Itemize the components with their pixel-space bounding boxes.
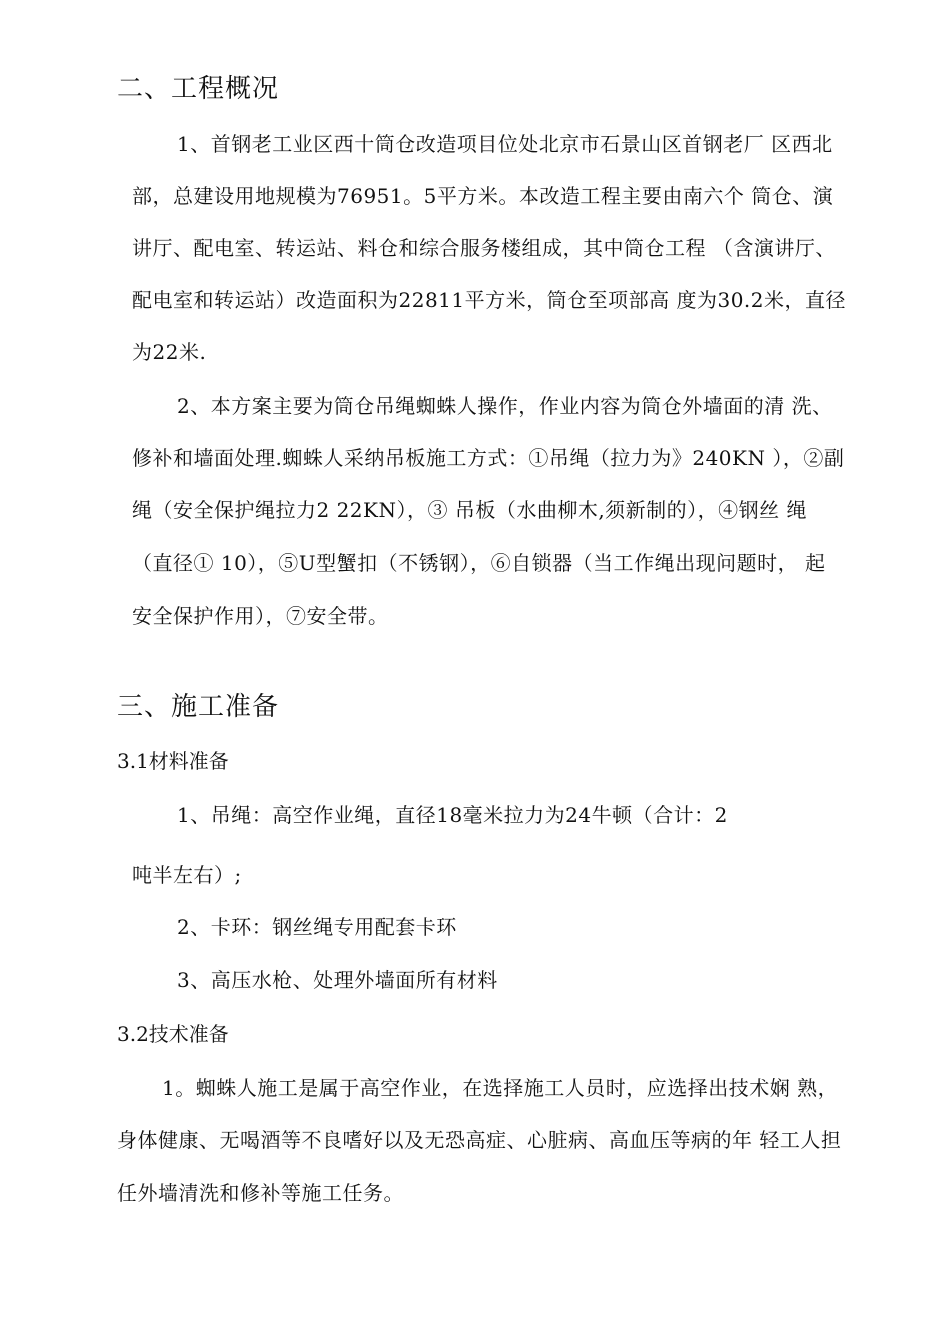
subsection-heading-technical: 3.2技术准备 [117,1022,229,1046]
subsection-heading-materials: 3.1材料准备 [117,749,229,773]
paragraph-line: 讲厅、配电室、转运站、料仓和综合服务楼组成，其中筒仓工程 （含演讲厅、 [132,236,836,260]
paragraph-line: 修补和墙面处理.蜘蛛人采纳吊板施工方式：①吊绳（拉力为》240KN ），②副 [132,446,845,470]
list-item: 2、卡环：钢丝绳专用配套卡环 [177,915,457,939]
paragraph-line: 配电室和转运站）改造面积为22811平方米，筒仓至项部高 度为30.2米，直径 [132,288,847,312]
paragraph-line: 部，总建设用地规模为76951。5平方米。本改造工程主要由南六个 筒仓、演 [132,184,834,208]
list-item: 3、高压水枪、处理外墙面所有材料 [177,968,498,992]
paragraph-line: 任外墙清洗和修补等施工任务。 [117,1181,404,1205]
paragraph-line: 2、本方案主要为筒仓吊绳蜘蛛人操作，作业内容为筒仓外墙面的清 洗、 [177,394,833,418]
list-item: 1、吊绳：高空作业绳，直径18毫米拉力为24牛顿（合计：2 [177,803,728,827]
section-heading-overview: 二、工程概况 [117,74,280,104]
paragraph-line: 1、首钢老工业区西十筒仓改造项目位处北京市石景山区首钢老厂 区西北 [177,132,833,156]
list-item-continuation: 吨半左右）; [132,863,242,887]
paragraph-line: 1。蜘蛛人施工是属于高空作业，在选择施工人员时，应选择出技术娴 熟， [162,1076,839,1100]
section-heading-preparation: 三、施工准备 [117,692,280,722]
paragraph-line: 安全保护作用），⑦安全带。 [132,604,389,628]
paragraph-line: 为22米. [132,340,207,364]
paragraph-line: （直径① 10），⑤U型蟹扣（不锈钢），⑥自锁器（当工作绳出现问题时， 起 [132,551,826,575]
paragraph-line: 身体健康、无喝酒等不良嗜好以及无恐高症、心脏病、高血压等病的年 轻工人担 [117,1128,842,1152]
paragraph-line: 绳（安全保护绳拉力2 22KN），③ 吊板（水曲柳木,须新制的），④钢丝 绳 [132,498,808,522]
